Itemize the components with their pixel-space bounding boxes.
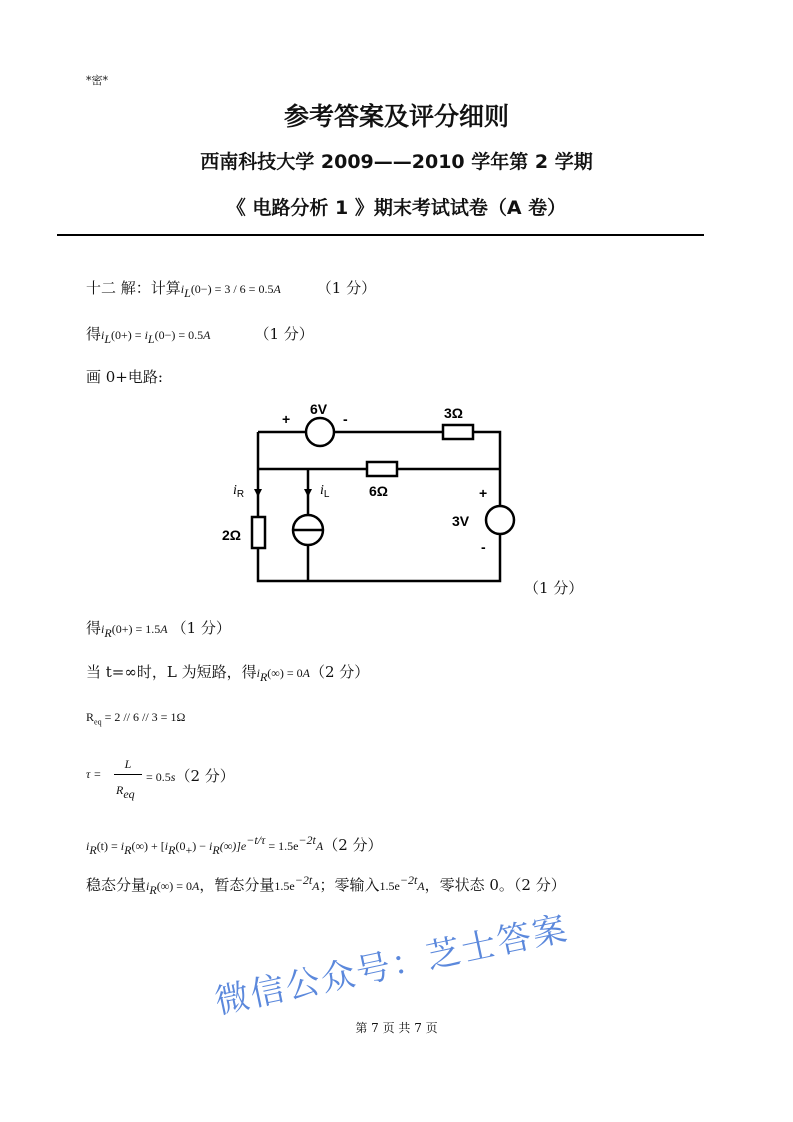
score: （1 分）	[316, 279, 377, 297]
symbol: i	[180, 282, 185, 296]
current-arrow-icon	[254, 489, 312, 497]
symbol: τ =	[86, 767, 102, 781]
symbol-sub: R	[149, 883, 157, 897]
fraction-bar	[114, 774, 142, 775]
unit: A	[203, 328, 211, 342]
expr: (∞) = 0	[267, 666, 303, 680]
label-6ohm: 6Ω	[369, 483, 389, 499]
label-ir-symbol: i	[233, 483, 237, 498]
expr: = 0.5	[146, 770, 171, 784]
exponent: −2t	[298, 833, 316, 847]
symbol-sub: L	[184, 286, 191, 300]
fraction-numerator: L	[124, 757, 132, 771]
label-3ohm: 3Ω	[444, 405, 464, 421]
line-ir0	[86, 617, 231, 641]
symbol-sub: R	[124, 843, 132, 857]
watermark: 微信公众号：芝士答案	[211, 908, 573, 1023]
line-ir-inf	[86, 661, 369, 685]
unit: s	[170, 770, 176, 784]
symbol: i	[256, 666, 260, 680]
symbol: R	[116, 783, 124, 797]
unit: A	[192, 879, 200, 893]
text: 得	[86, 619, 102, 637]
symbol-sub: R	[104, 626, 112, 640]
minus-sign: -	[481, 539, 486, 555]
symbol-sub: L	[147, 332, 155, 346]
resistor-2ohm	[252, 517, 265, 548]
symbol-sub: R	[89, 843, 97, 857]
text: 稳态分量	[86, 876, 147, 894]
unit: A	[312, 879, 320, 893]
plus-sign: +	[282, 411, 291, 427]
expr: (0+) = 1.5	[111, 622, 161, 636]
score: （1 分）	[171, 619, 231, 637]
expr: ) −	[192, 839, 210, 853]
symbol: i	[164, 839, 169, 853]
expr: (0−) = 3 / 6 = 0.5	[190, 282, 274, 296]
symbol: i	[101, 328, 105, 342]
circuit-wire	[258, 432, 500, 581]
text: 得	[86, 325, 102, 343]
expr: 1.5e	[379, 879, 400, 893]
text: 十二 解：计算	[86, 279, 181, 297]
expr: (0	[175, 839, 186, 853]
exponent: −t/τ	[246, 833, 266, 847]
text: 当 t=∞时，L 为短路，得	[86, 663, 257, 681]
symbol-sub: eq	[94, 717, 102, 727]
expr: 1.5e	[274, 879, 295, 893]
fraction-denominator	[116, 779, 135, 802]
expr: (t) =	[96, 839, 121, 853]
expr: (∞) = 0	[156, 879, 193, 893]
voltage-source-3v	[486, 506, 514, 534]
line-req	[86, 710, 185, 726]
score: （2 分）	[323, 836, 383, 854]
unit: A	[315, 839, 324, 853]
symbol-sub: R	[212, 843, 220, 857]
label-6v: 6V	[310, 401, 328, 417]
unit: A	[417, 879, 425, 893]
symbol-sub: eq	[123, 787, 135, 802]
resistor-3ohm	[443, 425, 473, 439]
symbol-sub: L	[104, 332, 112, 346]
label-2ohm: 2Ω	[222, 527, 242, 543]
voltage-source-6v	[306, 418, 334, 446]
symbol: i	[120, 839, 125, 853]
expr: (0+) =	[111, 328, 145, 342]
text: ，零状态 0。（2 分）	[424, 876, 566, 894]
symbol: i	[101, 622, 105, 636]
unit: A	[302, 666, 310, 680]
text: ，暂态分量	[199, 876, 275, 894]
symbol-sub: R	[168, 843, 176, 857]
symbol-sub: +	[185, 843, 193, 857]
label-3v: 3V	[452, 513, 470, 529]
expr: = 1.5e	[265, 839, 299, 853]
exponent: −2t	[399, 873, 418, 887]
label-ir	[233, 483, 244, 500]
score: （2 分）	[309, 663, 370, 681]
expr: = 2 // 6 // 3 = 1Ω	[101, 710, 186, 724]
symbol: i	[144, 328, 148, 342]
page-title: 参考答案及评分细则	[283, 102, 509, 131]
symbol: R	[86, 710, 95, 724]
plus-sign: +	[479, 485, 488, 501]
unit: A	[160, 622, 168, 636]
label-il-symbol: i	[320, 483, 324, 498]
expr: (∞) + [	[131, 839, 165, 853]
score: （1 分）	[254, 325, 314, 343]
resistor-6ohm	[367, 462, 397, 476]
symbol: i	[209, 839, 213, 853]
unit: A	[273, 282, 281, 296]
line-draw-circuit: 画 0+电路:	[86, 368, 163, 386]
label-ir-sub: R	[236, 489, 245, 500]
line-ir-t	[86, 833, 383, 858]
circuit-score: （1 分）	[524, 579, 584, 597]
text: ；零输入	[319, 876, 380, 894]
label-il-sub: L	[323, 489, 330, 500]
page-footer: 第 7 页 共 7 页	[355, 1021, 438, 1035]
secret-mark: *密*	[86, 74, 108, 87]
exam-title: 《 电路分析 1 》期末考试试卷（A 卷）	[226, 197, 567, 219]
line-components	[86, 873, 566, 898]
symbol-sub: R	[259, 670, 268, 684]
university-term: 西南科技大学 2009——2010 学年第 2 学期	[200, 151, 593, 173]
symbol: i	[86, 839, 90, 853]
symbol: i	[146, 879, 150, 893]
label-il	[320, 483, 330, 500]
expr: (0−) = 0.5	[154, 328, 204, 342]
exponent: −2t	[294, 873, 313, 887]
expr: (∞)]e	[219, 839, 247, 853]
score: （2 分）	[175, 767, 235, 785]
minus-sign: -	[343, 411, 348, 427]
